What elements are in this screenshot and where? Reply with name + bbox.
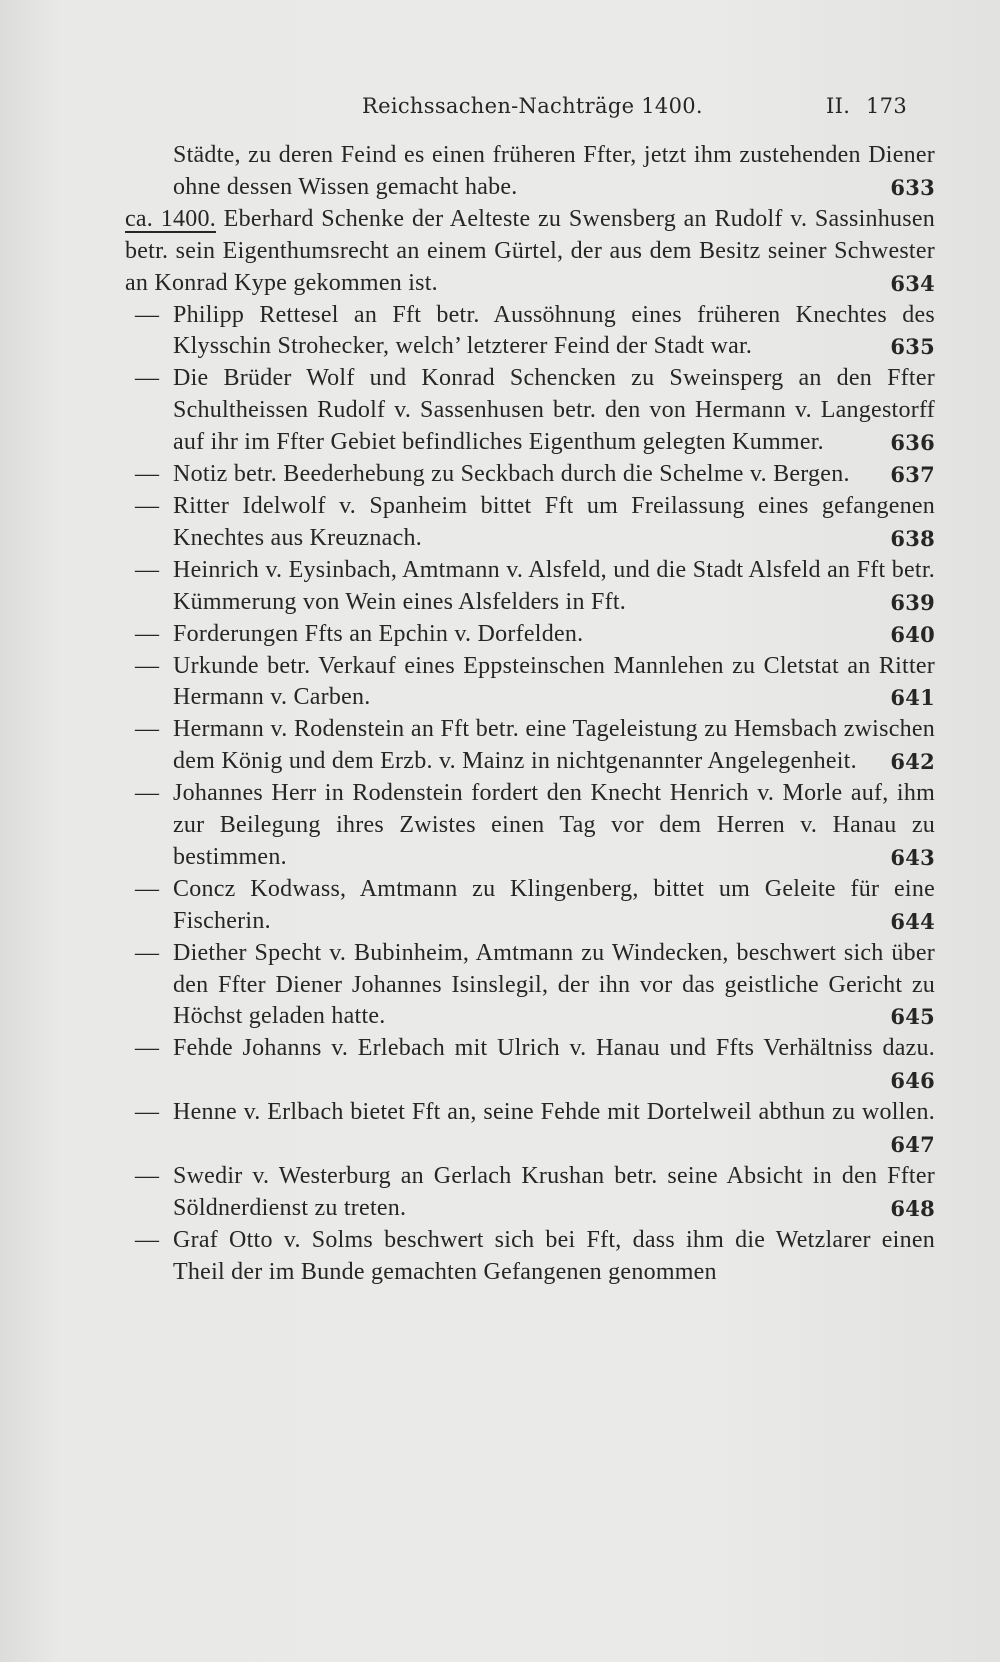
entry-description: Eberhard Schenke der Aelteste zu Swensberg an Rudolf v. Sassinhusen betr. sein Eigenthumsrecht an einem Gürtel, der aus dem Besitz seiner Schwester an Konrad Kype gekommen ist.: [125, 205, 936, 296]
entry-text: [173, 651, 935, 715]
entry-number: 644: [890, 908, 935, 934]
entry-description: Notiz betr. Beederhebung zu Seckbach durch die Schelme v. Bergen.: [173, 461, 850, 488]
entry-date: ca. 1400.: [125, 205, 216, 232]
running-header: [362, 94, 907, 124]
entry-description: Johannes Herr in Rodenstein fordert den Knecht Henrich v. Morle auf, ihm zur Beilegung ihres Zwistes einen Tag vor dem Herren v. Hanau zu bestimmen.: [173, 780, 935, 870]
entry-text: [173, 619, 935, 651]
page-number: 173: [866, 94, 907, 118]
entry-description: Swedir v. Westerburg an Gerlach Krushan betr. seine Absicht in den Ffter Söldnerdienst zu treten.: [173, 1163, 935, 1221]
entry-text: [173, 459, 935, 491]
entry-text: [173, 1161, 935, 1225]
entry-number: 633: [890, 174, 935, 200]
entry-list: [125, 140, 935, 1289]
register-entry: [125, 778, 935, 874]
entry-text: [173, 778, 935, 874]
entry-number: 642: [890, 749, 935, 775]
section-number: II.: [826, 94, 851, 118]
entry-dash: —: [135, 492, 160, 519]
entry-dash: —: [135, 652, 160, 679]
entry-text: [173, 1097, 935, 1161]
running-title: Reichssachen-Nachträge 1400.: [362, 94, 703, 118]
entry-dash: —: [135, 716, 160, 743]
register-entry: [125, 140, 935, 204]
entry-description: Urkunde betr. Verkauf eines Eppsteinschen Mannlehen zu Cletstat an Ritter Hermann v. Carben.: [173, 652, 935, 711]
entry-dash: —: [135, 620, 160, 647]
entry-description: Fehde Johanns v. Erlebach mit Ulrich v. Hanau und Ffts Verhältniss dazu.: [173, 1035, 935, 1062]
register-entry: [125, 714, 935, 778]
entry-dash: —: [135, 1099, 160, 1126]
entry-number: 637: [890, 462, 935, 488]
register-entry: [125, 1033, 935, 1097]
entry-text: [173, 300, 935, 364]
entry-description: Forderungen Ffts an Epchin v. Dorfelden.: [173, 620, 584, 647]
entry-number: 648: [890, 1195, 935, 1221]
entry-dash: —: [135, 301, 160, 328]
entry-description: Philipp Rettesel an Fft betr. Aussöhnung eines früheren Knechtes des Klysschin Strohecker, welch’ letzterer Feind der Stadt war.: [173, 301, 935, 360]
register-entry: [125, 555, 935, 619]
entry-dash: —: [135, 556, 160, 583]
entry-number: 634: [890, 270, 935, 296]
register-entry: [125, 491, 935, 555]
entry-number: 640: [890, 621, 935, 647]
register-entry: [125, 363, 935, 459]
entry-number: 638: [890, 525, 935, 551]
entry-dash: —: [135, 1035, 160, 1062]
entry-number: 636: [890, 430, 935, 456]
register-entry: [125, 1097, 935, 1161]
entry-description: Graf Otto v. Solms beschwert sich bei Fft, dass ihm die Wetzlarer einen Theil der im Bunde gemachten Gefangenen genommen: [173, 1226, 935, 1285]
register-entry: [125, 300, 935, 364]
entry-text: [173, 363, 935, 459]
entry-dash: —: [135, 365, 160, 392]
entry-description: Städte, zu deren Feind es einen früheren Ffter, jetzt ihm zustehenden Diener ohne dessen Wissen gemacht habe.: [173, 142, 935, 200]
entry-description: Diether Specht v. Bubinheim, Amtmann zu Windecken, beschwert sich über den Ffter Diener Johannes Isinslegil, der ihn vor das geistliche Gericht zu Höchst geladen hatte.: [173, 939, 935, 1030]
entry-text: [173, 714, 935, 778]
entry-dash: —: [135, 780, 160, 807]
entry-number: 635: [890, 334, 935, 360]
entry-number: 641: [890, 685, 935, 711]
entry-dash: —: [135, 1226, 160, 1253]
entry-number: 639: [890, 589, 935, 615]
entry-description: Henne v. Erlbach bietet Fft an, seine Fehde mit Dortelweil abthun zu wollen.: [173, 1099, 935, 1126]
entry-dash: —: [135, 939, 160, 966]
entry-text: [173, 874, 935, 938]
entry-description: Heinrich v. Eysinbach, Amtmann v. Alsfeld, und die Stadt Alsfeld an Fft betr. Kümmerung von Wein eines Alsfelders in Fft.: [173, 556, 935, 615]
register-entry: [125, 459, 935, 491]
entry-text: [125, 204, 935, 300]
entry-dash: —: [135, 1163, 160, 1189]
entry-text: [173, 938, 935, 1034]
entry-number: 647: [890, 1132, 935, 1158]
entry-text: [173, 140, 935, 204]
register-entry: [125, 1161, 935, 1225]
register-entry: [125, 651, 935, 715]
entry-dash: —: [135, 875, 160, 902]
entry-description: Ritter Idelwolf v. Spanheim bittet Fft um Freilassung eines gefangenen Knechtes aus Kreuznach.: [173, 492, 935, 551]
entry-text: [173, 1033, 935, 1097]
entry-text: [173, 555, 935, 619]
register-entry: [125, 874, 935, 938]
register-entry: [125, 204, 935, 300]
entry-text: [173, 1225, 935, 1289]
register-entry: [125, 1225, 935, 1289]
entry-description: Hermann v. Rodenstein an Fft betr. eine Tageleistung zu Hemsbach zwischen dem König und dem Erzb. v. Mainz in nichtgenannter Angelegenheit.: [173, 716, 935, 775]
entry-number: 646: [890, 1068, 935, 1094]
register-entry: [125, 938, 935, 1034]
entry-number: 643: [890, 844, 935, 870]
entry-text: [173, 491, 935, 555]
entry-description: Die Brüder Wolf und Konrad Schencken zu Sweinsperg an den Ffter Schultheissen Rudolf v. Sassenhusen betr. den von Hermann v. Langestorff auf ihr im Ffter Gebiet befindliches Eigenthum gelegten Kummer.: [173, 365, 935, 456]
entry-number: 645: [890, 1004, 935, 1030]
register-entry: [125, 619, 935, 651]
entry-dash: —: [135, 461, 160, 488]
entry-description: Concz Kodwass, Amtmann zu Klingenberg, bittet um Geleite für eine Fischerin.: [173, 875, 935, 934]
